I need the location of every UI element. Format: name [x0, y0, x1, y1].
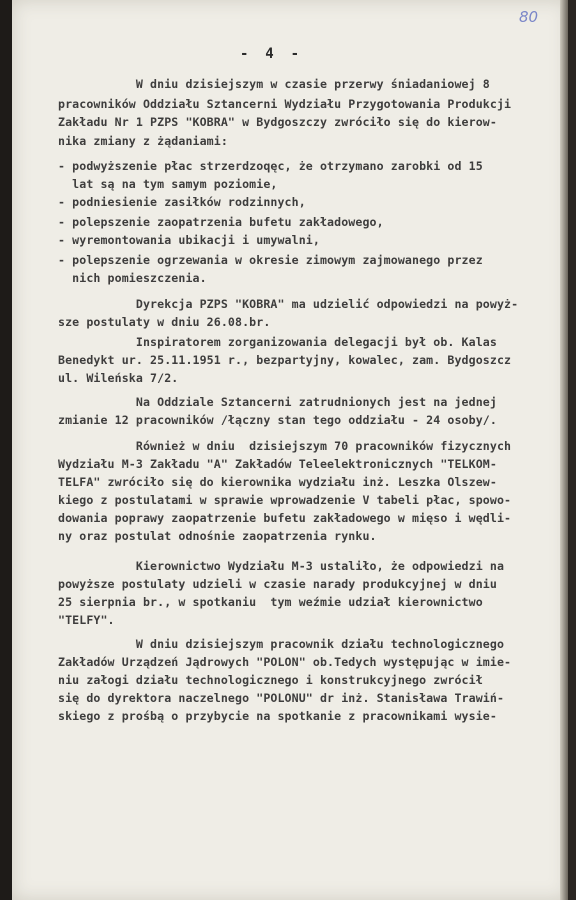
text-line: sze postulaty w dniu 26.08.br. — [58, 315, 271, 329]
text-line: - polepszenie ogrzewania w okresie zimowym zajmowanego przez — [58, 253, 483, 267]
text-line: pracowników Oddziału Sztancerni Wydziału Przygotowania Produkcji — [58, 97, 512, 111]
text-line: - polepszenie zaopatrzenia bufetu zakładowego, — [58, 215, 384, 229]
archive-sheet-number: 80 — [519, 8, 539, 26]
text-line: ul. Wileńska 7/2. — [58, 371, 179, 385]
text-line: niu załogi działu technologicznego i konstrukcyjnego zwrócił — [58, 673, 483, 687]
text-line: lat są na tym samym poziomie, — [58, 177, 278, 191]
text-line: Zakładu Nr 1 PZPS "KOBRA" w Bydgoszczy zwróciło się do kierow- — [58, 115, 497, 129]
text-line: się do dyrektora naczelnego "POLONU" dr inż. Stanisława Trawiń- — [58, 691, 505, 705]
text-line: kiego z postulatami w sprawie wprowadzenie V tabeli płac, spowo- — [58, 493, 512, 507]
text-line: ny oraz postulat odnośnie zaopatrzenia rynku. — [58, 529, 377, 543]
text-line: zmianie 12 pracowników /łączny stan tego oddziału - 24 osoby/. — [58, 413, 497, 427]
text-line: W dniu dzisiejszym pracownik działu technologicznego — [58, 637, 505, 651]
text-line: Również w dniu dzisiejszym 70 pracowników fizycznych — [58, 439, 512, 453]
text-line: nika zmiany z żądaniami: — [58, 134, 228, 148]
text-line: Na Oddziale Sztancerni zatrudnionych jest na jednej — [58, 395, 497, 409]
text-line: nich pomieszczenia. — [58, 271, 207, 285]
document-page — [12, 0, 568, 900]
text-line: 25 sierpnia br., w spotkaniu tym weźmie udział kierownictwo — [58, 595, 483, 609]
text-line: - podniesienie zasiłków rodzinnych, — [58, 195, 306, 209]
text-line: Zakładów Urządzeń Jądrowych "POLON" ob.Tedych występując w imie- — [58, 655, 512, 669]
text-line: Kierownictwo Wydziału M-3 ustaliło, że odpowiedzi na — [58, 559, 505, 573]
text-line: Dyrekcja PZPS "KOBRA" ma udzielić odpowiedzi na powyż- — [58, 297, 519, 311]
text-line: skiego z prośbą o przybycie na spotkanie z pracownikami wysie- — [58, 709, 497, 723]
text-line: "TELFY". — [58, 613, 115, 627]
scan-left-edge — [0, 0, 12, 900]
scan-right-edge — [560, 0, 568, 900]
text-line: Benedykt ur. 25.11.1951 r., bezpartyjny, kowalec, zam. Bydgoszcz — [58, 353, 512, 367]
text-line: - podwyższenie płac strzerdzoqęc, że otrzymano zarobki od 15 — [58, 159, 483, 173]
text-line: Inspiratorem zorganizowania delegacji był ob. Kalas — [58, 335, 497, 349]
text-line: TELFA" zwróciło się do kierownika wydziału inż. Leszka Olszew- — [58, 475, 497, 489]
text-line: dowania poprawy zaopatrzenie bufetu zakładowego w mięso i wędli- — [58, 511, 512, 525]
text-line: - wyremontowania ubikacji i umywalni, — [58, 233, 320, 247]
text-line: powyższe postulaty udzieli w czasie narady produkcyjnej w dniu — [58, 577, 497, 591]
page-number: - 4 - — [240, 46, 300, 62]
text-line: W dniu dzisiejszym w czasie przerwy śniadaniowej 8 — [58, 77, 490, 91]
text-line: Wydziału M-3 Zakładu "A" Zakładów Teleelektronicznych "TELKOM- — [58, 457, 497, 471]
